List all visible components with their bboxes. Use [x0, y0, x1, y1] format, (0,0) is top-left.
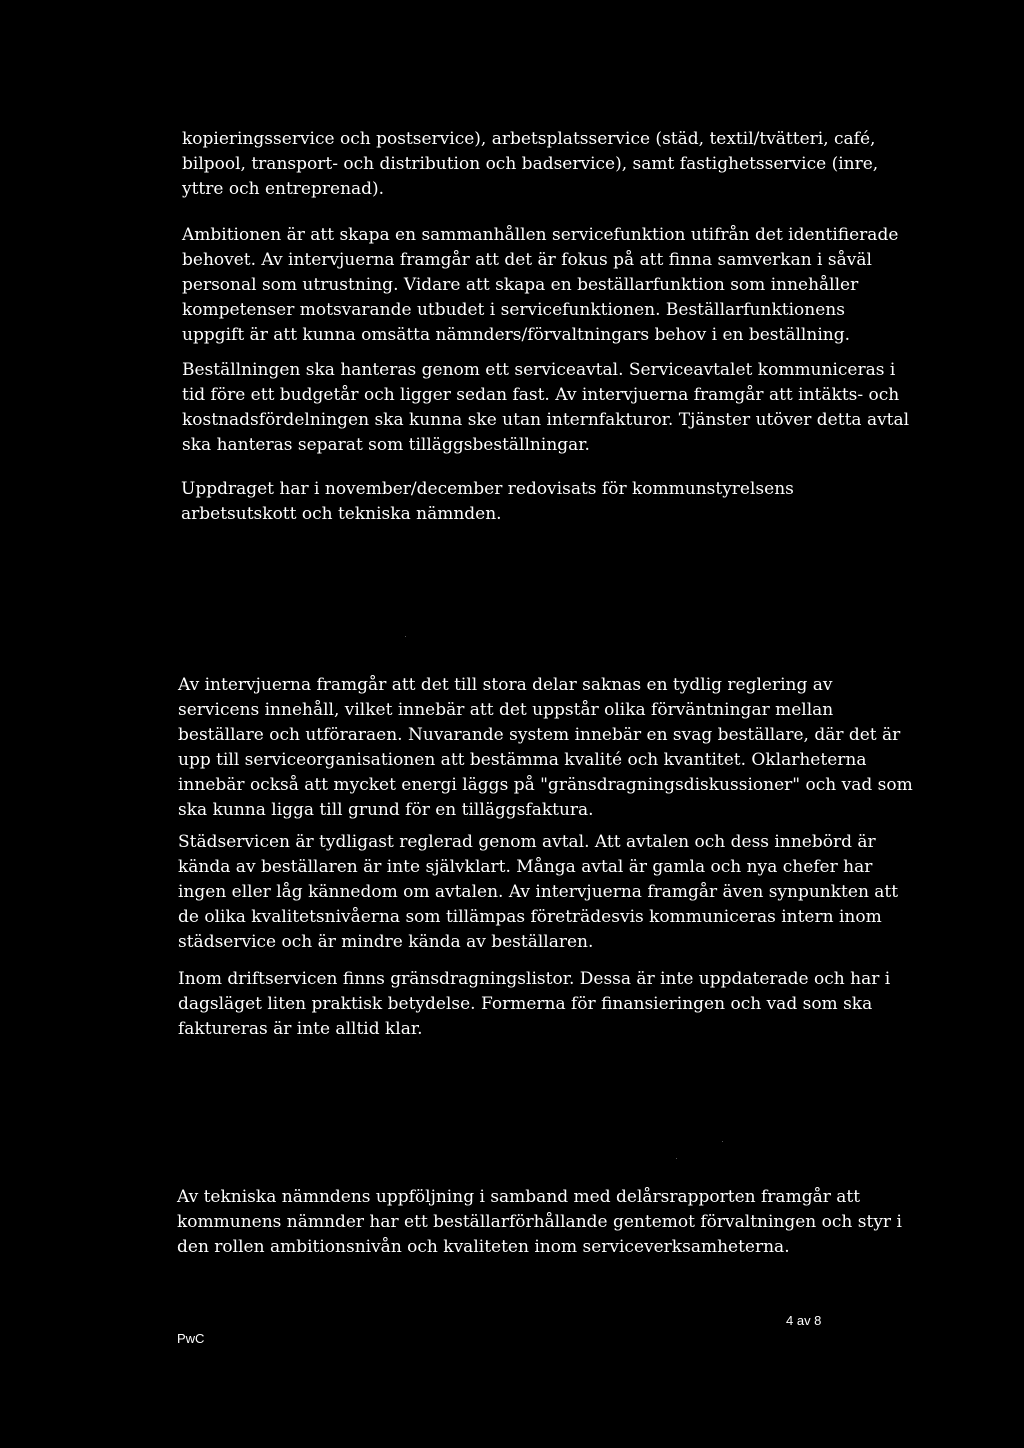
- paragraph-service-list: [182, 127, 878, 202]
- footer-company: PwC: [177, 1331, 205, 1346]
- text-line: städservice och är mindre kända av beställaren.: [178, 932, 594, 952]
- paragraph-cleaning-service: [178, 830, 898, 955]
- text-line: den rollen ambitionsnivån och kvaliteten inom serviceverksamheterna.: [177, 1237, 790, 1257]
- paragraph-operations-service: [178, 967, 890, 1042]
- text-line: Beställningen ska hanteras genom ett serviceavtal. Serviceavtalet kommuniceras i: [182, 360, 896, 380]
- text-line: ska kunna ligga till grund för en tilläggsfaktura.: [178, 800, 594, 820]
- text-line: upp till serviceorganisationen att bestämma kvalité och kvantitet. Oklarheterna: [178, 750, 867, 770]
- text-line: innebär också att mycket energi läggs på "gränsdragningsdiskussioner" och vad som: [178, 775, 913, 795]
- text-line: kopieringsservice och postservice), arbetsplatsservice (städ, textil/tvätteri, café,: [182, 129, 876, 149]
- text-line: ska hanteras separat som tilläggsbeställningar.: [182, 435, 590, 455]
- scan-artifact: [676, 1158, 677, 1159]
- text-line: bilpool, transport- och distribution och badservice), samt fastighetsservice (inre,: [182, 154, 879, 174]
- text-line: arbetsutskott och tekniska nämnden.: [181, 504, 502, 524]
- footer-page-number: 4 av 8: [786, 1313, 822, 1328]
- text-line: kända av beställaren är inte självklart. Många avtal är gamla och nya chefer har: [178, 857, 873, 877]
- text-line: faktureras är inte alltid klar.: [178, 1019, 423, 1039]
- text-line: Inom driftservicen finns gränsdragningslistor. Dessa är inte uppdaterade och har i: [178, 969, 891, 989]
- text-line: uppgift är att kunna omsätta nämnders/förvaltningars behov i en beställning.: [182, 325, 850, 345]
- scan-artifact: [405, 636, 406, 637]
- paragraph-ordering: [182, 358, 909, 458]
- text-line: de olika kvalitetsnivåerna som tillämpas företrädesvis kommuniceras intern inom: [178, 907, 882, 927]
- paragraph-ambition: [182, 223, 898, 348]
- text-line: kommunens nämnder har ett beställarförhållande gentemot förvaltningen och styr i: [177, 1212, 902, 1232]
- text-line: dagsläget liten praktisk betydelse. Formerna för finansieringen och vad som ska: [178, 994, 873, 1014]
- text-line: beställare och utföraraen. Nuvarande system innebär en svag beställare, där det är: [178, 725, 901, 745]
- paragraph-assignment: [181, 477, 794, 527]
- paragraph-interviews: [178, 673, 913, 823]
- text-line: Av tekniska nämndens uppföljning i samband med delårsrapporten framgår att: [177, 1187, 861, 1207]
- text-line: servicens innehåll, vilket innebär att det uppstår olika förväntningar mellan: [178, 700, 834, 720]
- text-line: Av intervjuerna framgår att det till stora delar saknas en tydlig reglering av: [178, 675, 833, 695]
- text-line: Ambitionen är att skapa en sammanhållen servicefunktion utifrån det identifierade: [182, 225, 899, 245]
- paragraph-technical-committee: [177, 1185, 902, 1260]
- text-line: ingen eller låg kännedom om avtalen. Av intervjuerna framgår även synpunkten att: [178, 882, 899, 902]
- text-line: kostnadsfördelningen ska kunna ske utan internfakturor. Tjänster utöver detta avtal: [182, 410, 910, 430]
- text-line: tid före ett budgetår och ligger sedan fast. Av intervjuerna framgår att intäkts- och: [182, 385, 900, 405]
- text-line: Uppdraget har i november/december redovisats för kommunstyrelsens: [181, 479, 794, 499]
- scan-artifact: [722, 1141, 723, 1142]
- text-line: yttre och entreprenad).: [182, 179, 385, 199]
- text-line: behovet. Av intervjuerna framgår att det är fokus på att finna samverkan i såväl: [182, 250, 872, 270]
- text-line: Städservicen är tydligast reglerad genom avtal. Att avtalen och dess innebörd är: [178, 832, 876, 852]
- text-line: kompetenser motsvarande utbudet i servicefunktionen. Beställarfunktionens: [182, 300, 845, 320]
- text-line: personal som utrustning. Vidare att skapa en beställarfunktion som innehåller: [182, 275, 859, 295]
